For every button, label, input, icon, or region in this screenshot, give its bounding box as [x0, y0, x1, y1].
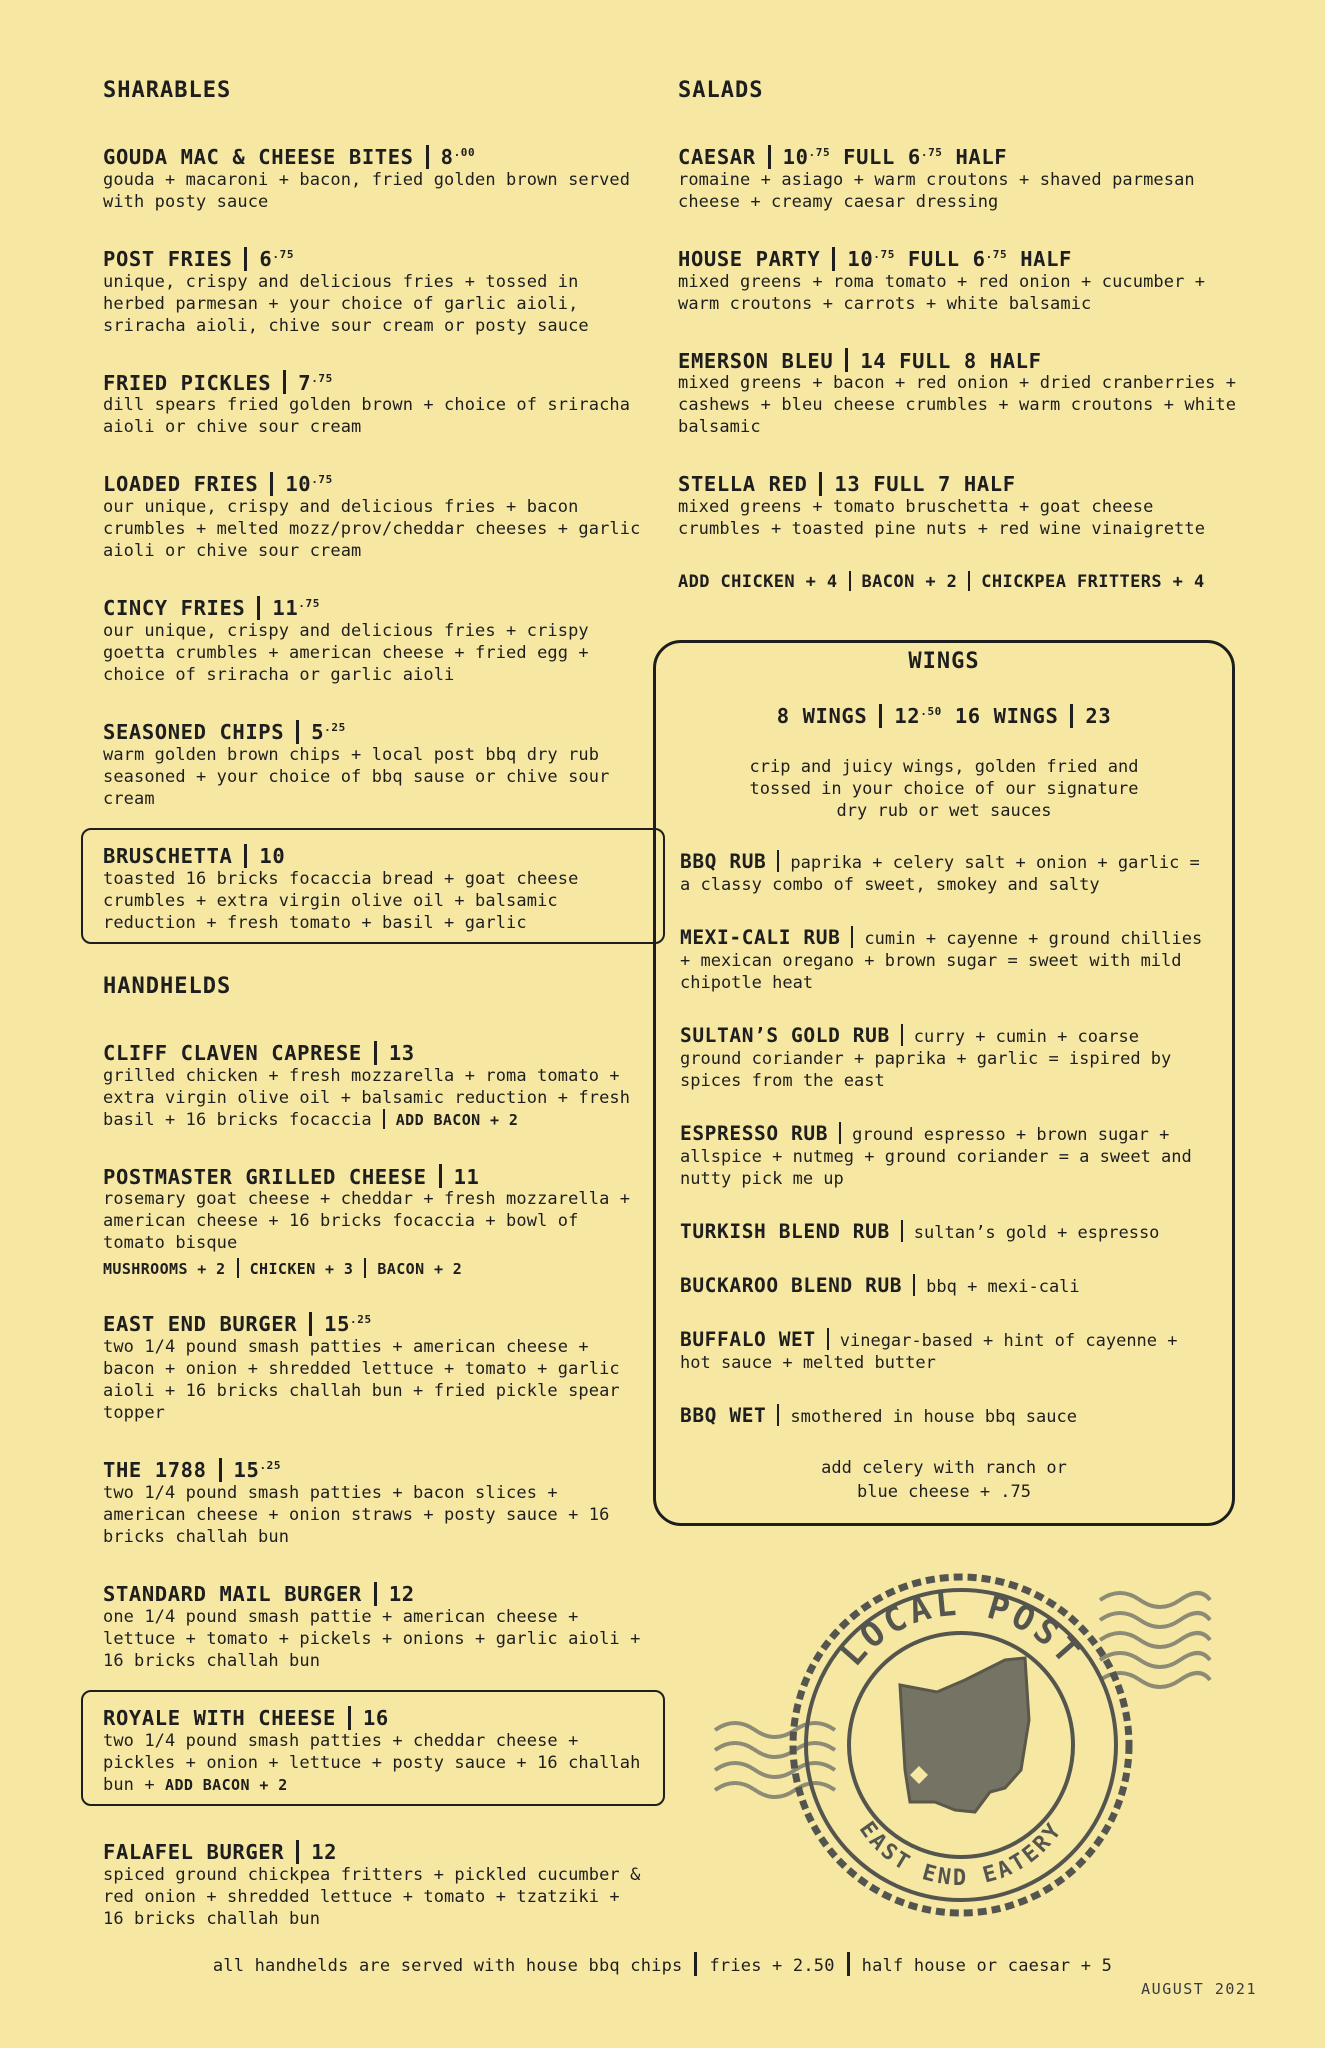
- salad-description: mixed greens + tomato bruschetta + goat cheese crumbles + toasted pine nuts + red wine vinaigrette: [678, 497, 1206, 540]
- footer-part-3: half house or caesar + 5: [861, 1956, 1113, 1976]
- salad-addon: BACON + 2: [861, 572, 958, 593]
- wings-count-2: 16 WINGS: [954, 704, 1059, 728]
- item-desc-text: grilled chicken + fresh mozzarella + roma tomato + extra virgin olive oil + balsamic reduction + fresh basil + 16 bricks focaccia: [103, 1065, 631, 1130]
- item-desc-text: one 1/4 pound smash pattie + american cheese + lettuce + tomato + pickels + onions + garlic aioli + 16 bricks challah bun: [103, 1606, 641, 1671]
- wings-heading: WINGS: [908, 649, 980, 674]
- addon-option: MUSHROOMS + 2: [103, 1260, 226, 1279]
- item-title: [103, 1702, 643, 1730]
- salad-half-price: 8: [963, 348, 977, 373]
- item-price-cents: .25: [259, 1459, 282, 1473]
- item-price-cents: .25: [324, 721, 346, 735]
- wing-flavor-name: BBQ WET: [680, 1404, 767, 1427]
- salad-description: romaine + asiago + warm croutons + shaved parmesan cheese + creamy caesar dressing: [678, 169, 1195, 212]
- item-description: [103, 496, 643, 562]
- salad-half-label: HALF: [1020, 246, 1072, 271]
- salad-item: [678, 345, 1238, 439]
- wing-flavor-desc: ground espresso + brown sugar + allspice + nutmeg + ground coriander = a sweet and nutty pick me up: [680, 1125, 1192, 1189]
- wing-flavor-desc: bbq + mexi-cali: [926, 1277, 1080, 1297]
- handhelds-item: [103, 1454, 643, 1548]
- salads-heading: SALADS: [678, 78, 764, 103]
- salad-addon: ADD CHICKEN + 4: [678, 572, 838, 593]
- salad-item: [678, 468, 1238, 540]
- wing-flavor-name: ESPRESSO RUB: [680, 1122, 829, 1145]
- salad-addon: CHICKPEA FRITTERS + 4: [981, 572, 1205, 593]
- item-name: FRIED PICKLES: [103, 370, 272, 395]
- salad-title: [678, 345, 1238, 373]
- handhelds-item: [103, 1037, 643, 1131]
- item-description: [103, 620, 643, 686]
- item-price: 6: [259, 246, 273, 271]
- wing-flavor-name: TURKISH BLEND RUB: [680, 1220, 890, 1243]
- item-name: EAST END BURGER: [103, 1312, 298, 1337]
- item-description: [103, 394, 643, 438]
- wing-flavor-name: MEXI-CALI RUB: [680, 926, 841, 949]
- sharables-heading: SHARABLES: [103, 78, 232, 103]
- stamp-bottom-text: EAST END EATERY: [853, 1817, 1069, 1891]
- salad-name: EMERSON BLEU: [678, 348, 834, 373]
- item-desc-text: rosemary goat cheese + cheddar + fresh mozzarella + american cheese + 16 bricks focaccia + bowl of tomato bisque: [103, 1189, 631, 1254]
- footer-note: [0, 1952, 1325, 1976]
- salad-name: CAESAR: [678, 144, 756, 169]
- salad-half-label: HALF: [963, 472, 1016, 497]
- salad-full-label: FULL: [873, 472, 926, 497]
- wing-flavor: [680, 1404, 1208, 1428]
- wings-footnote: add celery with ranch or blue cheese + .75: [821, 1458, 1067, 1502]
- item-desc-text: two 1/4 pound smash patties + cheddar cheese + pickles + onion + lettuce + posty sauce + 16 challah bun +: [103, 1730, 641, 1795]
- salad-half-price: 6: [972, 246, 986, 271]
- item-title: [103, 367, 643, 395]
- item-name: BRUSCHETTA: [103, 843, 233, 868]
- local-post-stamp-logo: [705, 1540, 1225, 1940]
- wings-price-1-cents: .50: [920, 705, 942, 719]
- item-name: ROYALE WITH CHEESE: [103, 1705, 336, 1730]
- sharables-list: [103, 141, 643, 944]
- item-title: [103, 468, 643, 496]
- item-title: [103, 1308, 643, 1336]
- salad-description: mixed greens + bacon + red onion + dried cranberries + cashews + bleu cheese crumbles + warm croutons + white balsamic: [678, 373, 1237, 438]
- ohio-shape-icon: [900, 1658, 1029, 1812]
- wing-flavor-name: BUCKAROO BLEND RUB: [680, 1274, 903, 1297]
- item-description: [103, 744, 643, 810]
- salad-item: [678, 243, 1238, 315]
- handhelds-list: [103, 1037, 643, 1930]
- item-name: SEASONED CHIPS: [103, 719, 285, 744]
- salad-full-cents: .75: [808, 146, 831, 159]
- salad-title: [678, 243, 1238, 271]
- item-title: [103, 1161, 643, 1189]
- item-price-cents: .00: [453, 146, 476, 159]
- wing-flavor-desc: sultan’s gold + espresso: [913, 1223, 1160, 1243]
- salad-full-price: 14: [860, 348, 887, 373]
- sharables-item: [103, 592, 643, 686]
- item-description: [103, 868, 643, 934]
- item-addons: [103, 1258, 643, 1278]
- item-price: 16: [362, 1705, 389, 1730]
- footer-part-1: all handhelds are served with house bbq chips: [212, 1956, 683, 1976]
- item-addon: ADD BACON + 2: [395, 1110, 519, 1129]
- salad-full-price: 13: [834, 472, 861, 497]
- item-desc-text: toasted 16 bricks focaccia bread + goat cheese crumbles + extra virgin olive oil + balsamic reduction + fresh tomato + basil + garlic: [103, 868, 579, 933]
- item-desc-text: dill spears fried golden brown + choice of sriracha aioli or chive sour cream: [103, 395, 631, 438]
- sharables-item: [103, 367, 643, 439]
- item-description: [103, 1188, 643, 1254]
- item-name: CLIFF CLAVEN CAPRESE: [103, 1040, 362, 1065]
- wing-flavor: [680, 926, 1208, 994]
- item-desc-text: our unique, crispy and delicious fries + bacon crumbles + melted mozz/prov/cheddar cheeses + garlic aioli or chive sour cream: [103, 497, 641, 562]
- item-title: [103, 592, 643, 620]
- item-name: POST FRIES: [103, 246, 233, 271]
- item-desc-text: warm golden brown chips + local post bbq dry rub seasoned + your choice of bbq sause or chive sour cream: [103, 744, 610, 809]
- wings-box: [653, 640, 1235, 1526]
- wings-description: crip and juicy wings, golden fried and tossed in your choice of our signature dry rub or wet sauces: [749, 757, 1139, 821]
- addon-option: CHICKEN + 3: [249, 1260, 354, 1279]
- item-price: 15: [324, 1312, 351, 1337]
- rubs-list: [680, 850, 1208, 1428]
- wing-flavor-desc: cumin + cayenne + ground chillies + mexican oregano + brown sugar = sweet with mild chipotle heat: [680, 929, 1203, 993]
- item-description: [103, 1482, 643, 1548]
- wing-flavor-name: SULTAN’S GOLD RUB: [680, 1024, 890, 1047]
- handhelds-item: [103, 1308, 643, 1424]
- wing-flavor-desc: curry + cumin + coarse ground coriander + paprika + garlic = ispired by spices from the east: [680, 1027, 1172, 1091]
- item-price-cents: .75: [272, 247, 295, 261]
- item-title: [103, 141, 643, 169]
- item-description: [103, 1336, 643, 1424]
- item-name: FALAFEL BURGER: [103, 1839, 285, 1864]
- item-price: 8: [440, 144, 454, 169]
- item-price-cents: .25: [350, 1313, 372, 1327]
- item-description: [103, 1864, 643, 1930]
- item-price-cents: .75: [311, 371, 333, 385]
- wing-flavor-desc: smothered in house bbq sauce: [790, 1407, 1077, 1427]
- wing-flavor: [680, 1122, 1208, 1190]
- item-price: 10: [259, 843, 286, 868]
- item-price: 10: [285, 472, 312, 497]
- item-title: [103, 243, 643, 271]
- wing-flavor: [680, 1274, 1208, 1298]
- menu-date: AUGUST 2021: [1141, 1980, 1257, 1998]
- wing-flavor-desc: vinegar-based + hint of cayenne + hot sauce + melted butter: [680, 1331, 1178, 1373]
- wing-flavor: [680, 1328, 1208, 1374]
- salad-item: [678, 141, 1238, 213]
- item-description: [103, 1606, 643, 1672]
- wing-flavor-name: BUFFALO WET: [680, 1328, 816, 1351]
- item-title: [103, 1037, 643, 1065]
- salad-half-price: 7: [938, 472, 951, 497]
- sharables-item: [81, 828, 665, 944]
- salad-description: mixed greens + roma tomato + red onion + cucumber + warm croutons + carrots + white balsamic: [678, 271, 1206, 314]
- wing-flavor: [680, 1024, 1208, 1092]
- handhelds-item: [81, 1690, 665, 1806]
- salad-half-cents: .75: [985, 247, 1008, 261]
- item-price: 13: [388, 1040, 415, 1065]
- item-price-cents: .75: [311, 473, 333, 487]
- item-desc-text: our unique, crispy and delicious fries + crispy goetta crumbles + american cheese + fried egg + choice of sriracha or garlic aioli: [103, 621, 589, 686]
- salads-list: [678, 141, 1238, 540]
- salad-full-label: FULL: [843, 144, 895, 169]
- sharables-item: [103, 141, 643, 213]
- item-desc-text: two 1/4 pound smash patties + american cheese + bacon + onion + shredded lettuce + tomato + garlic aioli + 16 bricks challah bun + fried pickle spear topper: [103, 1337, 620, 1424]
- salad-title: [678, 468, 1238, 496]
- item-name: STANDARD MAIL BURGER: [103, 1581, 362, 1606]
- salad-full-label: FULL: [907, 246, 960, 271]
- item-description: [103, 271, 643, 337]
- item-price-cents: .75: [298, 597, 320, 611]
- sharables-item: [103, 468, 643, 562]
- item-price: 12: [388, 1581, 415, 1606]
- item-name: THE 1788: [103, 1458, 207, 1483]
- handhelds-heading: HANDHELDS: [103, 973, 232, 999]
- salad-half-cents: .75: [920, 146, 943, 159]
- item-description: [103, 169, 643, 213]
- salad-half-label: HALF: [989, 348, 1042, 373]
- wing-flavor: [680, 1220, 1208, 1244]
- item-price: 11: [453, 1164, 480, 1189]
- salad-name: HOUSE PARTY: [678, 246, 821, 271]
- item-price: 11: [272, 596, 299, 621]
- right-column: [678, 78, 1238, 606]
- item-desc-text: spiced ground chickpea fritters + pickled cucumber & red onion + shredded lettuce + tomato + tzatziki + 16 bricks challah bun: [103, 1864, 641, 1929]
- item-desc-text: gouda + macaroni + bacon, fried golden brown served with posty sauce: [103, 169, 631, 212]
- salad-half-label: HALF: [955, 144, 1008, 169]
- item-desc-text: unique, crispy and delicious fries + tossed in herbed parmesan + your choice of garlic aioli, sriracha aioli, chive sour cream or posty sauce: [103, 271, 589, 336]
- wings-price-1: 12: [894, 704, 921, 728]
- salad-full-label: FULL: [899, 348, 951, 373]
- salad-half-price: 6: [907, 144, 921, 169]
- item-name: GOUDA MAC & CHEESE BITES: [103, 144, 414, 169]
- item-title: [103, 1836, 643, 1864]
- handhelds-item: [103, 1161, 643, 1279]
- handhelds-item: [103, 1836, 643, 1930]
- stamp-top-text: LOCAL POST: [832, 1583, 1090, 1675]
- item-title: [103, 1578, 643, 1606]
- item-description: [103, 1065, 643, 1131]
- wing-flavor: [680, 850, 1208, 896]
- addon-option: BACON + 2: [377, 1260, 463, 1279]
- item-desc-text: two 1/4 pound smash patties + bacon slices + american cheese + onion straws + posty sauce + 16 bricks challah bun: [103, 1483, 610, 1548]
- item-name: CINCY FRIES: [103, 596, 246, 621]
- salad-title: [678, 141, 1238, 169]
- salad-full-cents: .75: [873, 247, 895, 261]
- item-price: 5: [311, 719, 325, 744]
- left-column: [103, 78, 643, 1960]
- sharables-item: [103, 243, 643, 337]
- handhelds-item: [103, 1578, 643, 1672]
- sharables-item: [103, 716, 643, 810]
- footer-part-2: fries + 2.50: [709, 1956, 835, 1976]
- item-title: [103, 840, 643, 868]
- item-price: 12: [311, 1839, 338, 1864]
- wings-count-1: 8 WINGS: [776, 704, 868, 728]
- wing-flavor-desc: paprika + celery salt + onion + garlic = a classy combo of sweet, smokey and salty: [680, 853, 1200, 895]
- wings-price-2: 23: [1085, 704, 1112, 728]
- wings-price: [680, 704, 1208, 728]
- salad-full-price: 10: [782, 144, 809, 169]
- salad-addons: [678, 570, 1238, 594]
- salad-name: STELLA RED: [678, 472, 808, 497]
- item-addon: ADD BACON + 2: [165, 1775, 288, 1794]
- item-price: 15: [233, 1458, 260, 1483]
- item-price: 7: [298, 370, 312, 395]
- item-description: [103, 1730, 643, 1796]
- item-name: LOADED FRIES: [103, 472, 259, 497]
- salad-full-price: 10: [847, 246, 874, 271]
- item-title: [103, 1454, 643, 1482]
- item-name: POSTMASTER GRILLED CHEESE: [103, 1164, 427, 1189]
- item-title: [103, 716, 643, 744]
- wing-flavor-name: BBQ RUB: [680, 850, 767, 873]
